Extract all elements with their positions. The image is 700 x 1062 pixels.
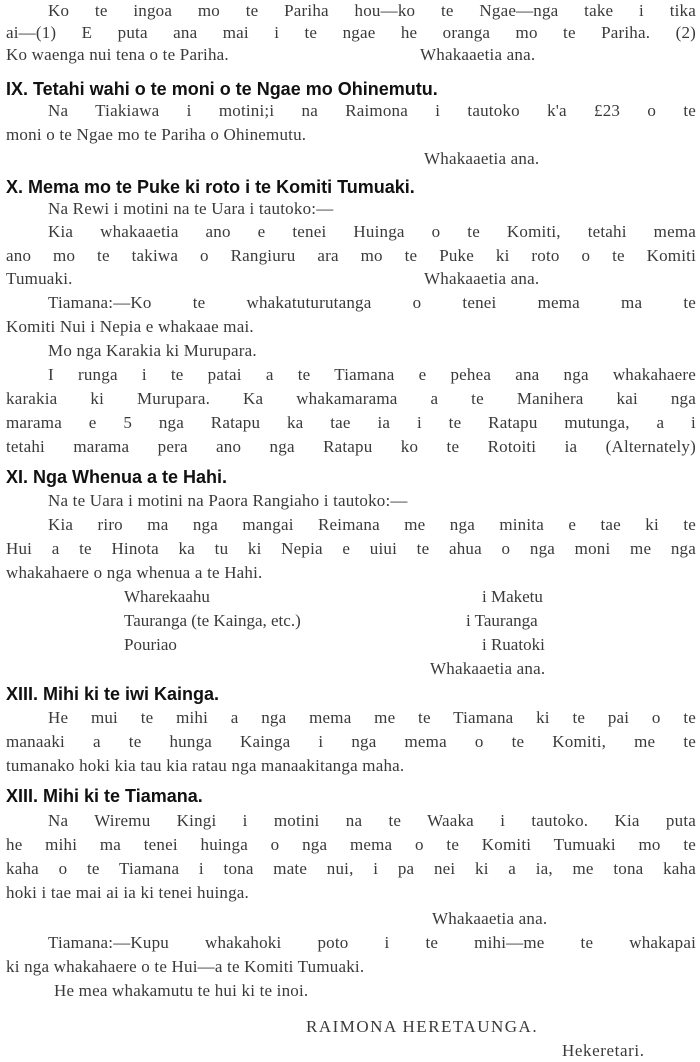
paragraph-line: ano mo te takiwa o Rangiuru ara mo te Puke ki roto o te Komiti (6, 246, 696, 265)
paragraph-line: manaaki a te hunga Kainga i nga mema o te Komiti, me te (6, 732, 696, 751)
paragraph-line: whakahaere o nga whenua a te Hahi. (6, 563, 263, 582)
paragraph-line: karakia ki Murupara. Ka whakamarama a te Manihera kai nga (6, 389, 696, 408)
approval-note: Whakaaetia ana. (420, 45, 536, 64)
table-row (0, 586, 700, 608)
approval-note: Whakaaetia ana. (424, 149, 540, 168)
paragraph-line: Na te Uara i motini na Paora Rangiaho i tautoko:— (48, 491, 408, 510)
paragraph-line: tumanako hoki kia tau kia ratau nga manaakitanga maha. (6, 756, 405, 775)
intro-line: Ko te ingoa mo te Pariha hou—ko te Ngae—nga take i tika (48, 1, 696, 20)
approval-note: Whakaaetia ana. (430, 659, 546, 678)
paragraph-line: he mihi ma tenei huinga o nga mema o te Komiti Tumuaki mo te (6, 835, 696, 854)
paragraph-line: marama e 5 nga Ratapu ka tae ia i te Ratapu mutunga, a i (6, 413, 696, 432)
section-heading-xiii-tiamana: XIII. Mihi ki te Tiamana. (6, 786, 203, 806)
paragraph-line: He mui te mihi a nga mema me te Tiamana ki te pai o te (48, 708, 696, 727)
table-cell-name: Wharekaahu (124, 587, 210, 606)
paragraph-line: hoki i tae mai ai ia ki tenei huinga. (6, 883, 249, 902)
approval-note: Whakaaetia ana. (424, 269, 540, 288)
paragraph-line: tetahi marama pera ano nga Ratapu ko te Rotoiti ia (Alternately) (6, 437, 696, 456)
table-cell-name: Pouriao (124, 635, 177, 654)
table-cell-place: i Maketu (482, 587, 543, 606)
section-heading-x: X. Mema mo te Puke ki roto i te Komiti Tumuaki. (6, 177, 415, 197)
paragraph-line: Komiti Nui i Nepia e whakaae mai. (6, 317, 254, 336)
intro-line: Ko waenga nui tena o te Pariha. (6, 45, 229, 64)
paragraph-line: kaha o te Tiamana i tona mate nui, i pa nei ki a ia, me tona kaha (6, 859, 696, 878)
table-cell-place: i Tauranga (466, 611, 538, 630)
signature-name: RAIMONA HERETAUNGA. (306, 1017, 539, 1036)
paragraph-line: I runga i te patai a te Tiamana e pehea ana nga whakahaere (48, 365, 696, 384)
paragraph-line: Tiamana:—Ko te whakatuturutanga o tenei mema ma te (48, 293, 696, 312)
paragraph-line: Kia riro ma nga mangai Reimana me nga minita e tae ki te (48, 515, 696, 534)
subheading-line: Mo nga Karakia ki Murupara. (48, 341, 257, 360)
section-heading-ix: IX. Tetahi wahi o te moni o te Ngae mo Ohinemutu. (6, 79, 438, 99)
paragraph-line: Tiamana:—Kupu whakahoki poto i te mihi—me te whakapai (48, 933, 696, 952)
paragraph-line: Tumuaki. (6, 269, 73, 288)
signature-title: Hekeretari. (562, 1041, 645, 1060)
section-heading-xi: XI. Nga Whenua a te Hahi. (6, 467, 228, 487)
intro-line: ai—(1) E puta ana mai i te ngae he oranga mo te Pariha. (2) (6, 23, 696, 42)
paragraph-line: Kia whakaaetia ano e tenei Huinga o te Komiti, tetahi mema (48, 222, 696, 241)
table-cell-place: i Ruatoki (482, 635, 545, 654)
paragraph-line: Na Tiakiawa i motini;i na Raimona i tautoko k'a £23 o te (48, 101, 696, 120)
paragraph-line: ki nga whakahaere o te Hui—a te Komiti Tumuaki. (6, 957, 365, 976)
paragraph-line: Na Wiremu Kingi i motini na te Waaka i tautoko. Kia puta (48, 811, 696, 830)
table-cell-name: Tauranga (te Kainga, etc.) (124, 611, 301, 630)
section-heading-xiii-kainga: XIII. Mihi ki te iwi Kainga. (6, 684, 220, 704)
paragraph-line: He mea whakamutu te hui ki te inoi. (54, 981, 309, 1000)
paragraph-line: moni o te Ngae mo te Pariha o Ohinemutu. (6, 125, 307, 144)
paragraph-line: Hui a te Hinota ka tu ki Nepia e uiui te ahua o nga moni me nga (6, 539, 696, 558)
paragraph-line: Na Rewi i motini na te Uara i tautoko:— (48, 199, 334, 218)
table-row (0, 634, 700, 656)
approval-note: Whakaaetia ana. (432, 909, 548, 928)
table-row (0, 610, 700, 632)
